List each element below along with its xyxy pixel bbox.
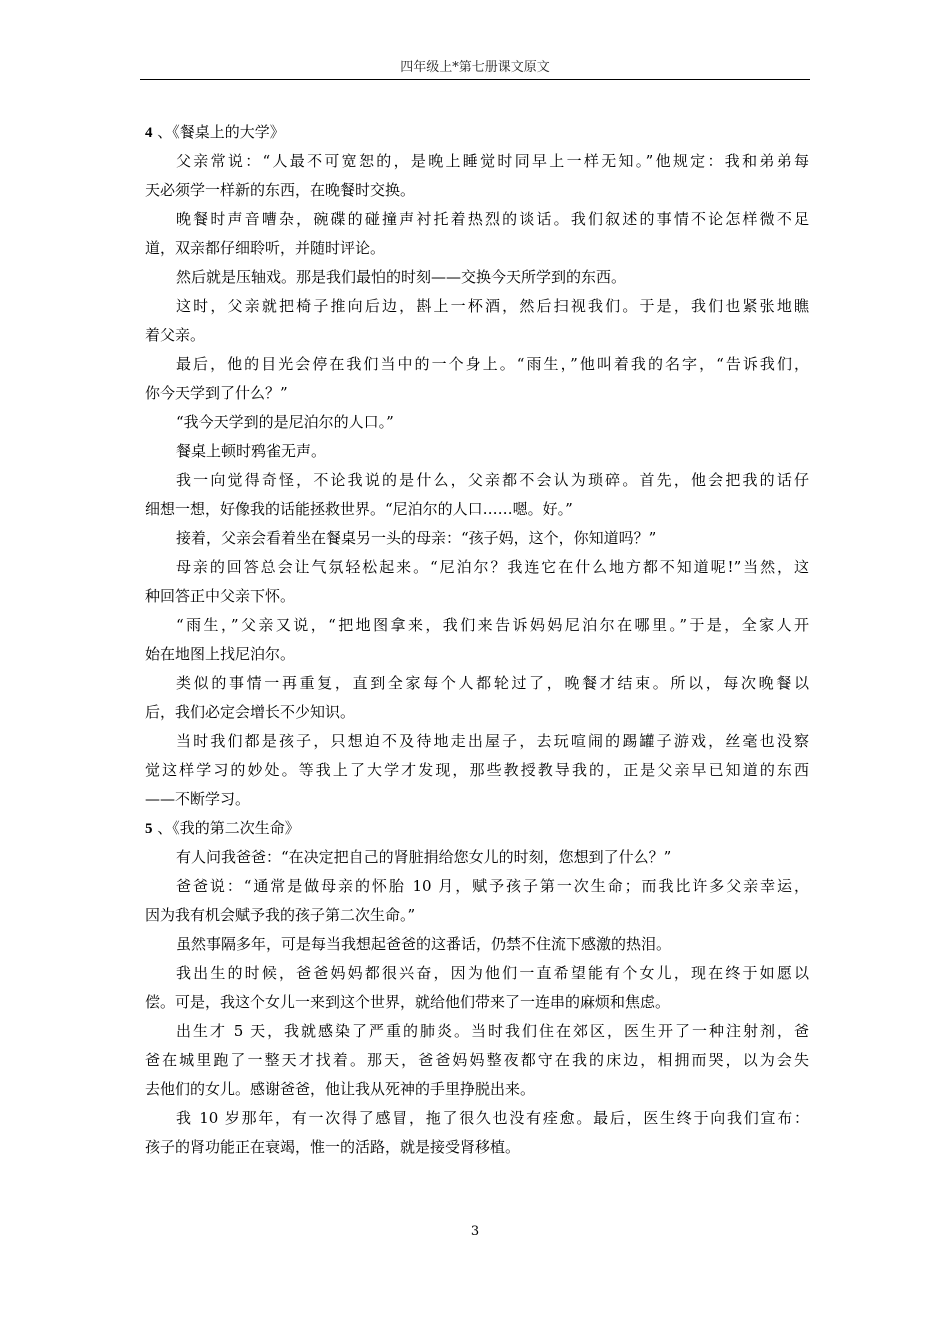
- paragraph: [145, 553, 809, 611]
- paragraph-line: 爸在城里跑了一整天才找着。那天，爸爸妈妈整夜都守在我的床边，相拥而哭，以为会失: [145, 1051, 809, 1069]
- paragraph-line: 道，双亲都仔细聆听，并随时评论。: [145, 239, 386, 257]
- paragraph: [145, 959, 809, 1017]
- paragraph-line: 着父亲。: [145, 326, 206, 344]
- paragraph-line: 去他们的女儿。感谢爸爸，他让我从死神的手里挣脱出来。: [145, 1080, 536, 1098]
- paragraph: [145, 466, 809, 524]
- paragraph-line: 我 10 岁那年，有一次得了感冒，拖了很久也没有痊愈。最后，医生终于向我们宣布：: [176, 1109, 809, 1127]
- document-body: [145, 118, 809, 1162]
- paragraph-line: 这时，父亲就把椅子推向后边，斟上一杯酒，然后扫视我们。于是，我们也紧张地瞧: [176, 297, 809, 315]
- paragraph: [145, 843, 809, 872]
- paragraph-line: 我出生的时候，爸爸妈妈都很兴奋，因为他们一直希望能有个女儿，现在终于如愿以: [176, 964, 809, 982]
- paragraph-line: 母亲的回答总会让气氛轻松起来。“尼泊尔？我连它在什么地方都不知道呢!”当然，这: [176, 558, 809, 576]
- paragraph-line: 后，我们必定会增长不少知识。: [145, 703, 356, 721]
- paragraph-line: ——不断学习。: [145, 790, 251, 808]
- paragraph-line: 当时我们都是孩子，只想迫不及待地走出屋子，去玩喧闹的踢罐子游戏，丝毫也没察: [176, 732, 809, 750]
- section-heading: [145, 118, 809, 147]
- paragraph: [145, 611, 809, 669]
- paragraph-line: 偿。可是，我这个女儿一来到这个世界，就给他们带来了一连串的麻烦和焦虑。: [145, 993, 671, 1011]
- paragraph-line: 孩子的肾功能正在衰竭，惟一的活路，就是接受肾移植。: [145, 1138, 521, 1156]
- paragraph: [145, 263, 809, 292]
- paragraph-line: “我今天学到的是尼泊尔的人口。”: [176, 413, 394, 431]
- paragraph-line: 种回答正中父亲下怀。: [145, 587, 296, 605]
- paragraph-line: 出生才 5 天，我就感染了严重的肺炎。当时我们住在郊区，医生开了一种注射剂，爸: [176, 1022, 809, 1040]
- paragraph-line: 晚餐时声音嘈杂，碗碟的碰撞声衬托着热烈的谈话。我们叙述的事情不论怎样微不足: [176, 210, 809, 228]
- paragraph-line: 餐桌上顿时鸦雀无声。: [176, 442, 327, 460]
- section-title: 、《餐桌上的大学》: [157, 123, 285, 141]
- page-number: 3: [470, 1224, 480, 1239]
- paragraph: [145, 205, 809, 263]
- paragraph-line: 你今天学到了什么？”: [145, 384, 288, 402]
- paragraph: [145, 292, 809, 350]
- page-header: [140, 56, 810, 80]
- section-number: 4: [145, 125, 153, 141]
- paragraph: [145, 350, 809, 408]
- paragraph-line: 父亲常说：“人最不可宽恕的，是晚上睡觉时同早上一样无知。”他规定：我和弟弟每: [176, 152, 809, 170]
- section-title: 、《我的第二次生命》: [157, 819, 300, 837]
- paragraph-line: 最后，他的目光会停在我们当中的一个身上。“雨生，”他叫着我的名字，“告诉我们，: [176, 355, 809, 373]
- paragraph: [145, 524, 809, 553]
- paragraph-line: 因为我有机会赋予我的孩子第二次生命。”: [145, 906, 416, 924]
- paragraph-line: 类似的事情一再重复，直到全家每个人都轮过了，晚餐才结束。所以，每次晚餐以: [176, 674, 809, 692]
- paragraph: [145, 669, 809, 727]
- paragraph-line: 有人问我爸爸：“在决定把自己的肾脏捐给您女儿的时刻，您想到了什么？”: [176, 848, 672, 866]
- header-title: 四年级上*第七册课文原文: [400, 60, 550, 75]
- paragraph: [145, 147, 809, 205]
- paragraph: [145, 1104, 809, 1162]
- paragraph: [145, 930, 809, 959]
- paragraph-line: 天必须学一样新的东西，在晚餐时交换。: [145, 181, 416, 199]
- paragraph-line: 虽然事隔多年，可是每当我想起爸爸的这番话，仍禁不住流下感激的热泪。: [176, 935, 672, 953]
- section-heading: [145, 814, 809, 843]
- paragraph: [145, 872, 809, 930]
- paragraph: [145, 1017, 809, 1104]
- paragraph-line: 接着，父亲会看着坐在餐桌另一头的母亲：“孩子妈，这个，你知道吗？”: [176, 529, 657, 547]
- section-number: 5: [145, 821, 153, 837]
- paragraph-line: “雨生，”父亲又说，“把地图拿来，我们来告诉妈妈尼泊尔在哪里。”于是，全家人开: [176, 616, 809, 634]
- paragraph-line: 然后就是压轴戏。那是我们最怕的时刻——交换今天所学到的东西。: [176, 268, 627, 286]
- paragraph: [145, 437, 809, 466]
- paragraph-line: 细想一想，好像我的话能拯救世界。“尼泊尔的人口……嗯。好。”: [145, 500, 573, 518]
- paragraph: [145, 408, 809, 437]
- paragraph-line: 觉这样学习的妙处。等我上了大学才发现，那些教授教导我的，正是父亲早已知道的东西: [145, 761, 809, 779]
- paragraph-line: 爸爸说：“通常是做母亲的怀胎 10 月，赋予孩子第一次生命；而我比许多父亲幸运，: [176, 877, 809, 895]
- paragraph-line: 我一向觉得奇怪，不论我说的是什么，父亲都不会认为琐碎。首先，他会把我的话仔: [176, 471, 809, 489]
- paragraph-line: 始在地图上找尼泊尔。: [145, 645, 296, 663]
- paragraph: [145, 727, 809, 814]
